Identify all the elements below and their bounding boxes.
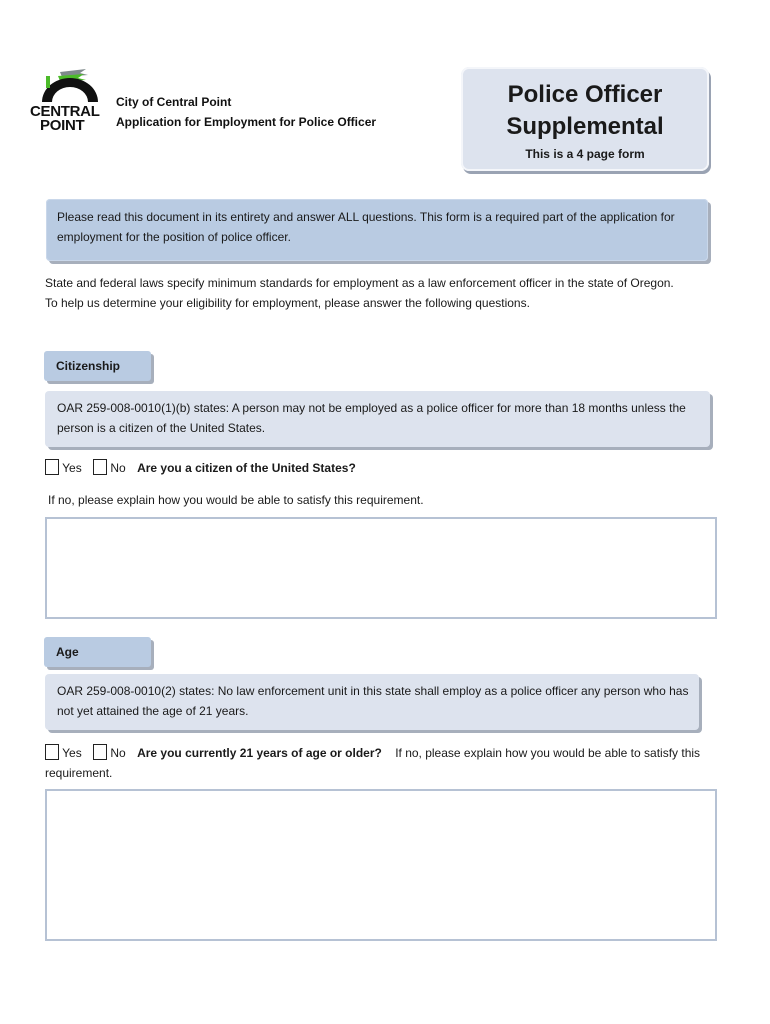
org-name: City of Central Point — [116, 95, 232, 109]
age-yes-checkbox[interactable] — [45, 744, 59, 760]
notice-text: Please read this document in its entirety and answer ALL questions. This form is a required part of the application for employment for the position of police officer. — [57, 210, 675, 244]
logo-emblem-icon — [30, 66, 110, 102]
logo-line2: POINT — [40, 117, 85, 134]
citizenship-question: Are you a citizen of the United States? — [137, 461, 356, 475]
age-explain-prompt: If no, please explain how you would be able to satisfy this — [395, 746, 701, 760]
age-no-label: No — [110, 746, 126, 760]
citizenship-question-row — [45, 459, 356, 475]
age-yes-label: Yes — [62, 746, 82, 760]
age-oar-text: OAR 259-008-0010(2) states: No law enforcement unit in this state shall employ as a police officer any person who has not yet attained the age of 21 years. — [57, 684, 689, 718]
age-tab-label: Age — [56, 645, 79, 659]
citizenship-explain-prompt: If no, please explain how you would be able to satisfy this requirement. — [48, 493, 424, 507]
citizenship-explanation-field[interactable] — [45, 517, 717, 619]
citizenship-yes-label: Yes — [62, 461, 82, 475]
citizenship-yes-checkbox[interactable] — [45, 459, 59, 475]
form-title-box — [461, 67, 709, 171]
central-point-logo — [30, 66, 110, 136]
page-count-note: This is a 4 page form — [525, 147, 645, 161]
citizenship-no-checkbox[interactable] — [93, 459, 107, 475]
citizenship-tab-label: Citizenship — [56, 359, 121, 373]
age-oar-box — [45, 674, 699, 730]
age-question-row — [45, 744, 700, 760]
title-line1: Police Officer — [507, 81, 663, 108]
age-explanation-field[interactable] — [45, 789, 717, 941]
age-question: Are you currently 21 years of age or older? — [137, 746, 382, 760]
citizenship-section-tab — [44, 351, 151, 381]
instructions-notice — [46, 199, 708, 261]
citizenship-oar-box — [45, 391, 710, 447]
logo-line1: CENTRAL — [30, 103, 100, 120]
age-section-tab — [44, 637, 151, 667]
title-line2: Supplemental — [506, 113, 664, 140]
intro-line2: To help us determine your eligibility for employment, please answer the following questions. — [45, 296, 530, 310]
age-no-checkbox[interactable] — [93, 744, 107, 760]
intro-line1: State and federal laws specify minimum standards for employment as a law enforcement officer in the state of Oregon. — [45, 276, 674, 290]
citizenship-oar-text: OAR 259-008-0010(1)(b) states: A person may not be employed as a police officer for more than 18 months unless the person is a citizen of the United States. — [57, 401, 686, 435]
citizenship-no-label: No — [110, 461, 126, 475]
form-subtitle: Application for Employment for Police Officer — [116, 115, 377, 129]
age-explain-continued: requirement. — [45, 766, 113, 780]
